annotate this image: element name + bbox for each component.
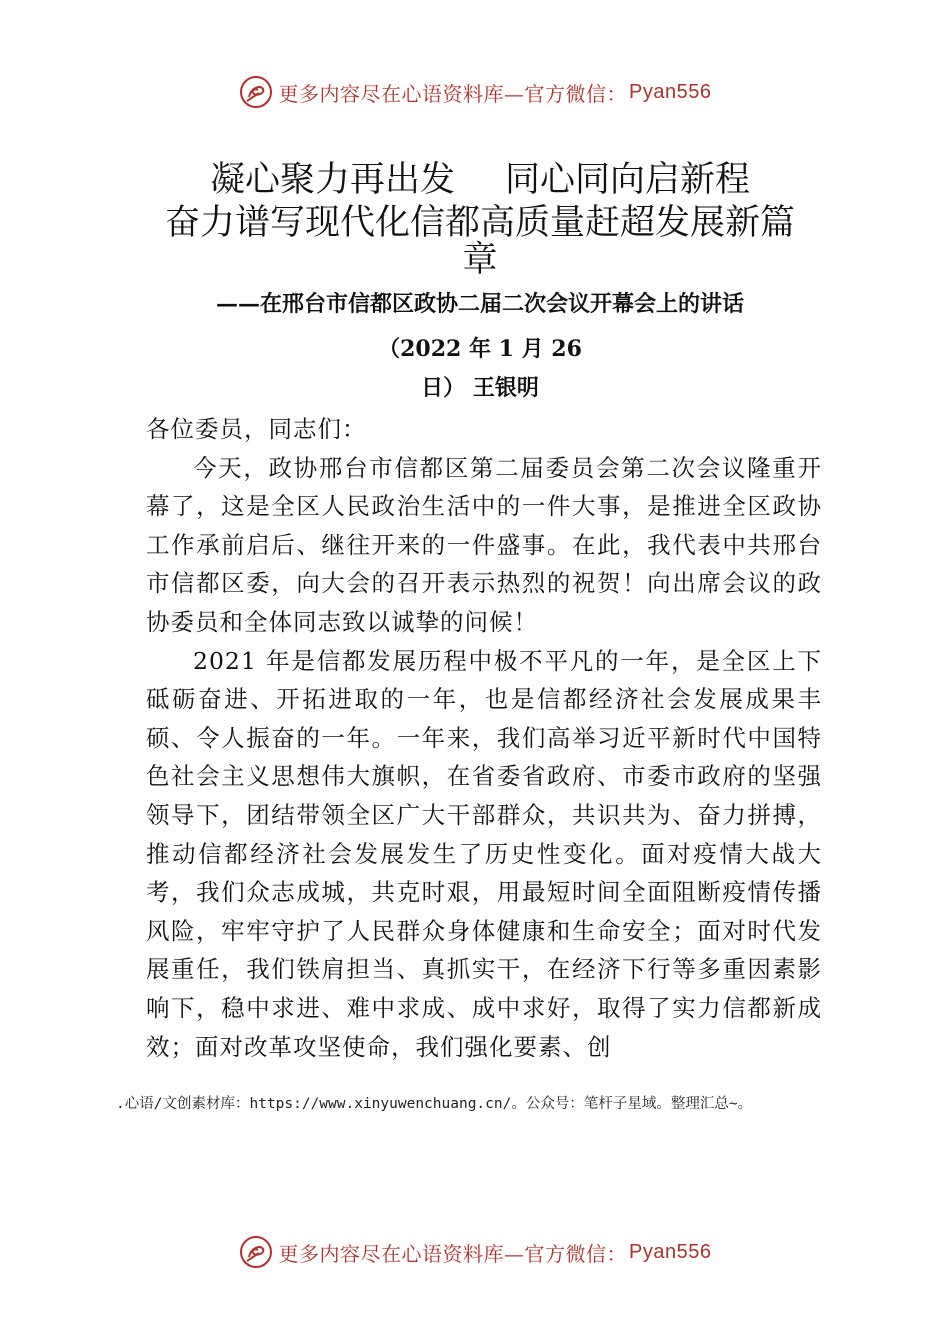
banner-text: 更多内容尽在心语资料库—官方微信： <box>278 1241 628 1266</box>
rose-logo-icon <box>239 1235 273 1269</box>
speech-body <box>146 410 822 1066</box>
banner-wechat-id: Pyan556 <box>629 80 712 103</box>
footer-watermark-banner <box>0 1232 950 1272</box>
title-line-1-part-1: 凝心聚力再出发 <box>209 160 455 200</box>
speech-date-line-1: （2022 年 1 月 26 <box>378 336 582 362</box>
paragraph-2: 2021 年是信都发展历程中极不平凡的一年，是全区上下砥砺奋进、开拓进取的一年，也是信都经济社会发展成果丰硕、令人振奋的一年。一年来，我们高举习近平新时代中国特色社会主义思想伟大旗帜，在省委省政府、市委市政府的坚强领导下，团结带领全区广大干部群众，共识共为、奋力拼搏，推动信都经济社会发展发生了历史性变化。面对疫情大战大考，我们众志成城，共克时艰，用最短时间全面阻断疫情传播风险，牢牢守护了人民群众身体健康和生命安全；面对时代发展重任，我们铁肩担当、真抓实干，在经济下行等多重因素影响下，稳中求进、难中求成、成中求好，取得了实力信都新成效；面对改革攻坚使命，我们强化要素、创 <box>146 646 822 1061</box>
rose-logo-icon <box>239 75 273 109</box>
speech-date-speaker-line <box>140 373 820 403</box>
source-footnote: .心语/文创素材库：https://www.xinyuwenchuang.cn/。公众号：笔杆子星域。整理汇总~。 <box>116 1096 753 1112</box>
title-line-3: 章 <box>462 240 498 280</box>
speech-date-line-2: 日） <box>421 375 466 401</box>
title-line-1-part-2: 同心同向启新程 <box>505 160 751 200</box>
paragraph-1: 今天，政协邢台市信都区第二届委员会第二次会议隆重开幕了，这是全区人民政治生活中的一件大事，是推进全区政协工作承前启后、继往开来的一件盛事。在此，我代表中共邢台市信都区委，向大会的召开表示热烈的祝贺！向出席会议的政协委员和全体同志致以诚挚的问候！ <box>146 453 822 636</box>
speaker-name: 王银明 <box>472 375 539 401</box>
speech-subtitle: ——在邢台市信都区政协二届二次会议开幕会上的讲话 <box>215 291 744 317</box>
banner-wechat-id: Pyan556 <box>629 1240 712 1263</box>
title-line-1 <box>140 160 820 200</box>
title-line-2: 奋力谱写现代化信都高质量赶超发展新篇 <box>164 203 795 243</box>
banner-text: 更多内容尽在心语资料库—官方微信： <box>278 81 628 106</box>
salutation: 各位委员，同志们： <box>146 415 367 443</box>
header-watermark-banner <box>0 72 950 112</box>
